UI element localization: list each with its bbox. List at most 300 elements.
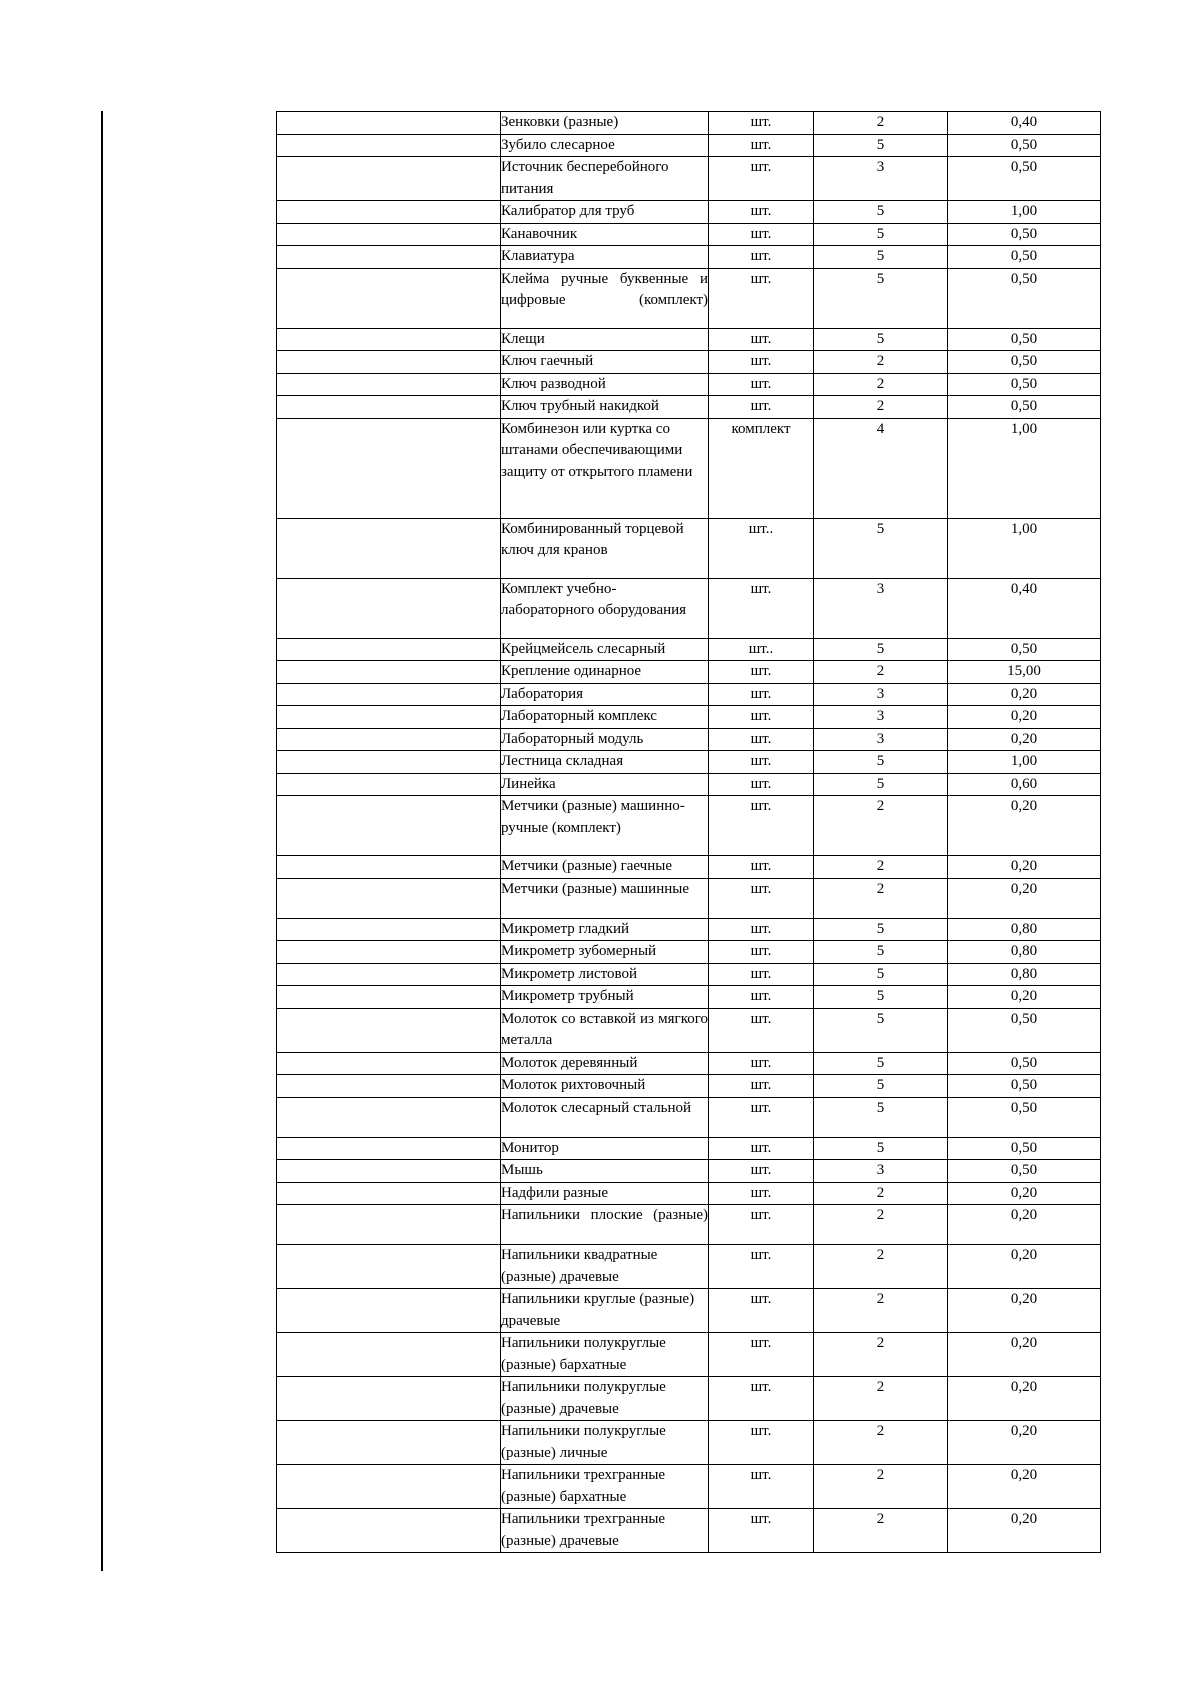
item-name: Комбинезон или куртка со штанами обеспечивающими защиту от открытого пламени bbox=[501, 420, 693, 480]
item-name: Зенковки (разные) bbox=[501, 114, 619, 130]
unit-cell: шт. bbox=[709, 1465, 814, 1509]
quantity-cell: 2 bbox=[814, 878, 948, 918]
unit-cell: шт. bbox=[709, 706, 814, 729]
value-cell: 0,20 bbox=[948, 856, 1101, 879]
value-cell: 0,20 bbox=[948, 683, 1101, 706]
item-name: Микрометр зубомерный bbox=[501, 943, 657, 959]
item-name: Зубило слесарное bbox=[501, 136, 615, 153]
quantity-cell: 5 bbox=[814, 1052, 948, 1075]
item-name-cell bbox=[501, 418, 709, 518]
empty-cell bbox=[277, 518, 501, 578]
unit-cell: шт. bbox=[709, 1289, 814, 1333]
unit-cell: шт. bbox=[709, 773, 814, 796]
unit-cell: шт. bbox=[709, 1377, 814, 1421]
value-cell: 1,00 bbox=[948, 751, 1101, 774]
item-name-cell bbox=[501, 1160, 709, 1183]
item-name: Клейма ручные буквенные и цифровые (комплект) bbox=[501, 270, 708, 308]
value-cell: 0,40 bbox=[948, 578, 1101, 638]
empty-cell bbox=[277, 396, 501, 419]
item-name: Метчики (разные) гаечные bbox=[501, 858, 672, 874]
unit-cell: шт. bbox=[709, 856, 814, 879]
quantity-cell: 5 bbox=[814, 1137, 948, 1160]
empty-cell bbox=[277, 373, 501, 396]
table-row bbox=[277, 1289, 1101, 1333]
table-row bbox=[277, 1245, 1101, 1289]
equipment-table bbox=[276, 111, 1101, 1553]
unit-cell: шт. bbox=[709, 1509, 814, 1553]
quantity-cell: 5 bbox=[814, 518, 948, 578]
item-name: Клещи bbox=[501, 330, 545, 347]
value-cell: 0,20 bbox=[948, 1465, 1101, 1509]
unit-cell: шт. bbox=[709, 728, 814, 751]
table-row bbox=[277, 157, 1101, 201]
item-name: Ключ гаечный bbox=[501, 353, 594, 369]
empty-cell bbox=[277, 1160, 501, 1183]
unit-cell: шт. bbox=[709, 328, 814, 351]
empty-cell bbox=[277, 328, 501, 351]
item-name: Лестница складная bbox=[501, 753, 624, 769]
item-name-cell bbox=[501, 157, 709, 201]
unit-cell: шт. bbox=[709, 246, 814, 269]
value-cell: 1,00 bbox=[948, 418, 1101, 518]
item-name: Источник бесперебойного питания bbox=[501, 159, 669, 197]
item-name: Канавочник bbox=[501, 225, 578, 242]
item-name-cell bbox=[501, 268, 709, 328]
empty-cell bbox=[277, 941, 501, 964]
empty-cell bbox=[277, 268, 501, 328]
table-row bbox=[277, 751, 1101, 774]
item-name: Комплект учебно-лабораторного оборудования bbox=[501, 580, 687, 618]
unit-cell: шт. bbox=[709, 918, 814, 941]
item-name-cell bbox=[501, 878, 709, 918]
empty-cell bbox=[277, 112, 501, 135]
item-name-cell bbox=[501, 751, 709, 774]
unit-cell: шт. bbox=[709, 1205, 814, 1245]
quantity-cell: 2 bbox=[814, 1205, 948, 1245]
quantity-cell: 5 bbox=[814, 1008, 948, 1052]
table-row bbox=[277, 1097, 1101, 1137]
value-cell: 0,60 bbox=[948, 773, 1101, 796]
empty-cell bbox=[277, 1097, 501, 1137]
unit-cell: шт. bbox=[709, 751, 814, 774]
quantity-cell: 5 bbox=[814, 223, 948, 246]
quantity-cell: 3 bbox=[814, 683, 948, 706]
value-cell: 0,50 bbox=[948, 328, 1101, 351]
quantity-cell: 3 bbox=[814, 728, 948, 751]
table-row bbox=[277, 268, 1101, 328]
table-row bbox=[277, 796, 1101, 856]
item-name-cell bbox=[501, 1075, 709, 1098]
unit-cell: шт. bbox=[709, 661, 814, 684]
item-name: Молоток деревянный bbox=[501, 1054, 638, 1071]
empty-cell bbox=[277, 1008, 501, 1052]
quantity-cell: 2 bbox=[814, 351, 948, 374]
table-row bbox=[277, 963, 1101, 986]
item-name-cell bbox=[501, 941, 709, 964]
empty-cell bbox=[277, 661, 501, 684]
table-row bbox=[277, 706, 1101, 729]
unit-cell: шт. bbox=[709, 1182, 814, 1205]
unit-cell: шт. bbox=[709, 1245, 814, 1289]
value-cell: 1,00 bbox=[948, 518, 1101, 578]
empty-cell bbox=[277, 918, 501, 941]
value-cell: 0,20 bbox=[948, 1333, 1101, 1377]
item-name: Метчики (разные) машинные bbox=[501, 880, 689, 897]
table-row bbox=[277, 578, 1101, 638]
value-cell: 0,20 bbox=[948, 1421, 1101, 1465]
item-name: Лабораторный модуль bbox=[501, 730, 644, 747]
quantity-cell: 2 bbox=[814, 661, 948, 684]
item-name: Микрометр трубный bbox=[501, 988, 634, 1004]
empty-cell bbox=[277, 134, 501, 157]
empty-cell bbox=[277, 878, 501, 918]
empty-cell bbox=[277, 201, 501, 224]
empty-cell bbox=[277, 683, 501, 706]
item-name-cell bbox=[501, 638, 709, 661]
item-name: Надфили разные bbox=[501, 1184, 608, 1201]
table-row bbox=[277, 986, 1101, 1009]
item-name-cell bbox=[501, 856, 709, 879]
item-name: Напильники трехгранные (разные) бархатные bbox=[501, 1467, 666, 1505]
value-cell: 0,50 bbox=[948, 1137, 1101, 1160]
item-name: Напильники плоские (разные) bbox=[501, 1207, 708, 1223]
item-name: Лаборатория bbox=[501, 685, 584, 702]
item-name: Напильники полукруглые (разные) личные bbox=[501, 1423, 666, 1461]
value-cell: 0,50 bbox=[948, 246, 1101, 269]
empty-cell bbox=[277, 1377, 501, 1421]
item-name-cell bbox=[501, 328, 709, 351]
value-cell: 15,00 bbox=[948, 661, 1101, 684]
value-cell: 0,80 bbox=[948, 918, 1101, 941]
unit-cell: шт. bbox=[709, 223, 814, 246]
item-name-cell bbox=[501, 1421, 709, 1465]
quantity-cell: 2 bbox=[814, 796, 948, 856]
item-name: Микрометр гладкий bbox=[501, 920, 630, 937]
table-row bbox=[277, 728, 1101, 751]
empty-cell bbox=[277, 246, 501, 269]
unit-cell: шт. bbox=[709, 683, 814, 706]
unit-cell: шт. bbox=[709, 201, 814, 224]
quantity-cell: 2 bbox=[814, 1289, 948, 1333]
value-cell: 1,00 bbox=[948, 201, 1101, 224]
item-name: Микрометр листовой bbox=[501, 965, 638, 982]
table-row bbox=[277, 396, 1101, 419]
table-row bbox=[277, 1377, 1101, 1421]
table-row bbox=[277, 1333, 1101, 1377]
table-row bbox=[277, 856, 1101, 879]
unit-cell: шт. bbox=[709, 986, 814, 1009]
empty-cell bbox=[277, 1205, 501, 1245]
value-cell: 0,20 bbox=[948, 986, 1101, 1009]
table-row bbox=[277, 373, 1101, 396]
table-row bbox=[277, 683, 1101, 706]
quantity-cell: 3 bbox=[814, 1160, 948, 1183]
quantity-cell: 5 bbox=[814, 134, 948, 157]
empty-cell bbox=[277, 1289, 501, 1333]
item-name: Напильники полукруглые (разные) драчевые bbox=[501, 1379, 666, 1417]
item-name-cell bbox=[501, 134, 709, 157]
item-name-cell bbox=[501, 1205, 709, 1245]
unit-cell: шт. bbox=[709, 941, 814, 964]
empty-cell bbox=[277, 751, 501, 774]
table-row bbox=[277, 223, 1101, 246]
item-name: Крейцмейсель слесарный bbox=[501, 640, 666, 657]
unit-cell: шт. bbox=[709, 112, 814, 135]
unit-cell: шт. bbox=[709, 1075, 814, 1098]
item-name-cell bbox=[501, 112, 709, 135]
empty-cell bbox=[277, 1182, 501, 1205]
value-cell: 0,20 bbox=[948, 1245, 1101, 1289]
quantity-cell: 4 bbox=[814, 418, 948, 518]
empty-cell bbox=[277, 1465, 501, 1509]
value-cell: 0,50 bbox=[948, 396, 1101, 419]
item-name: Мышь bbox=[501, 1162, 543, 1178]
item-name-cell bbox=[501, 1465, 709, 1509]
item-name: Ключ трубный накидкой bbox=[501, 398, 659, 414]
item-name-cell bbox=[501, 796, 709, 856]
quantity-cell: 5 bbox=[814, 638, 948, 661]
item-name-cell bbox=[501, 223, 709, 246]
quantity-cell: 5 bbox=[814, 328, 948, 351]
item-name-cell bbox=[501, 773, 709, 796]
table-row bbox=[277, 918, 1101, 941]
table-row bbox=[277, 518, 1101, 578]
table-row bbox=[277, 1509, 1101, 1553]
value-cell: 0,50 bbox=[948, 157, 1101, 201]
item-name-cell bbox=[501, 1289, 709, 1333]
unit-cell: комплект bbox=[709, 418, 814, 518]
item-name-cell bbox=[501, 1377, 709, 1421]
unit-cell: шт. bbox=[709, 1333, 814, 1377]
unit-cell: шт. bbox=[709, 578, 814, 638]
unit-cell: шт. bbox=[709, 1052, 814, 1075]
table-row bbox=[277, 1137, 1101, 1160]
quantity-cell: 5 bbox=[814, 246, 948, 269]
item-name-cell bbox=[501, 728, 709, 751]
empty-cell bbox=[277, 706, 501, 729]
quantity-cell: 3 bbox=[814, 578, 948, 638]
item-name-cell bbox=[501, 963, 709, 986]
empty-cell bbox=[277, 418, 501, 518]
item-name: Напильники квадратные (разные) драчевые bbox=[501, 1247, 658, 1285]
empty-cell bbox=[277, 1245, 501, 1289]
item-name-cell bbox=[501, 918, 709, 941]
item-name-cell bbox=[501, 578, 709, 638]
value-cell: 0,50 bbox=[948, 351, 1101, 374]
value-cell: 0,20 bbox=[948, 1509, 1101, 1553]
item-name: Линейка bbox=[501, 775, 556, 792]
item-name: Молоток рихтовочный bbox=[501, 1077, 646, 1093]
value-cell: 0,50 bbox=[948, 1008, 1101, 1052]
item-name-cell bbox=[501, 201, 709, 224]
item-name-cell bbox=[501, 1245, 709, 1289]
item-name-cell bbox=[501, 351, 709, 374]
item-name: Молоток со вставкой из мягкого металла bbox=[501, 1010, 708, 1048]
empty-cell bbox=[277, 1052, 501, 1075]
empty-cell bbox=[277, 728, 501, 751]
table-row bbox=[277, 1008, 1101, 1052]
value-cell: 0,20 bbox=[948, 728, 1101, 751]
item-name-cell bbox=[501, 1052, 709, 1075]
item-name: Клавиатура bbox=[501, 248, 575, 264]
value-cell: 0,50 bbox=[948, 223, 1101, 246]
left-margin-rule bbox=[101, 111, 103, 1571]
table-row bbox=[277, 1465, 1101, 1509]
empty-cell bbox=[277, 1137, 501, 1160]
empty-cell bbox=[277, 796, 501, 856]
quantity-cell: 3 bbox=[814, 157, 948, 201]
item-name: Напильники трехгранные (разные) драчевые bbox=[501, 1511, 666, 1549]
empty-cell bbox=[277, 1075, 501, 1098]
quantity-cell: 2 bbox=[814, 856, 948, 879]
empty-cell bbox=[277, 578, 501, 638]
table-row bbox=[277, 773, 1101, 796]
quantity-cell: 2 bbox=[814, 396, 948, 419]
unit-cell: шт. bbox=[709, 351, 814, 374]
item-name-cell bbox=[501, 396, 709, 419]
unit-cell: шт. bbox=[709, 1137, 814, 1160]
empty-cell bbox=[277, 986, 501, 1009]
quantity-cell: 5 bbox=[814, 268, 948, 328]
value-cell: 0,50 bbox=[948, 1052, 1101, 1075]
item-name: Крепление одинарное bbox=[501, 663, 642, 679]
item-name: Лабораторный комплекс bbox=[501, 708, 657, 724]
item-name-cell bbox=[501, 661, 709, 684]
item-name-cell bbox=[501, 518, 709, 578]
value-cell: 0,80 bbox=[948, 963, 1101, 986]
item-name: Комбинированный торцевой ключ для кранов bbox=[501, 520, 684, 558]
item-name-cell bbox=[501, 1137, 709, 1160]
unit-cell: шт. bbox=[709, 796, 814, 856]
item-name-cell bbox=[501, 1008, 709, 1052]
table-row bbox=[277, 1160, 1101, 1183]
item-name: Монитор bbox=[501, 1139, 559, 1156]
item-name: Ключ разводной bbox=[501, 375, 606, 392]
item-name-cell bbox=[501, 1333, 709, 1377]
value-cell: 0,20 bbox=[948, 1377, 1101, 1421]
table-row bbox=[277, 1182, 1101, 1205]
value-cell: 0,20 bbox=[948, 1289, 1101, 1333]
item-name-cell bbox=[501, 1509, 709, 1553]
empty-cell bbox=[277, 1509, 501, 1553]
table-row bbox=[277, 1421, 1101, 1465]
unit-cell: шт. bbox=[709, 1160, 814, 1183]
quantity-cell: 2 bbox=[814, 1333, 948, 1377]
table-row bbox=[277, 661, 1101, 684]
table-row bbox=[277, 201, 1101, 224]
value-cell: 0,50 bbox=[948, 373, 1101, 396]
quantity-cell: 5 bbox=[814, 918, 948, 941]
empty-cell bbox=[277, 638, 501, 661]
quantity-cell: 5 bbox=[814, 963, 948, 986]
table-row bbox=[277, 878, 1101, 918]
unit-cell: шт. bbox=[709, 134, 814, 157]
value-cell: 0,50 bbox=[948, 638, 1101, 661]
item-name-cell bbox=[501, 683, 709, 706]
empty-cell bbox=[277, 157, 501, 201]
unit-cell: шт.. bbox=[709, 518, 814, 578]
item-name-cell bbox=[501, 1182, 709, 1205]
table-row bbox=[277, 246, 1101, 269]
value-cell: 0,20 bbox=[948, 796, 1101, 856]
quantity-cell: 2 bbox=[814, 373, 948, 396]
table-row bbox=[277, 418, 1101, 518]
value-cell: 0,80 bbox=[948, 941, 1101, 964]
value-cell: 0,20 bbox=[948, 1205, 1101, 1245]
quantity-cell: 5 bbox=[814, 201, 948, 224]
value-cell: 0,50 bbox=[948, 1097, 1101, 1137]
quantity-cell: 3 bbox=[814, 706, 948, 729]
table-row bbox=[277, 351, 1101, 374]
value-cell: 0,50 bbox=[948, 134, 1101, 157]
item-name-cell bbox=[501, 373, 709, 396]
quantity-cell: 5 bbox=[814, 773, 948, 796]
empty-cell bbox=[277, 1333, 501, 1377]
item-name: Калибратор для труб bbox=[501, 203, 635, 219]
table-row bbox=[277, 112, 1101, 135]
item-name: Метчики (разные) машинно-ручные (комплект) bbox=[501, 798, 685, 836]
empty-cell bbox=[277, 773, 501, 796]
item-name: Напильники круглые (разные) драчевые bbox=[501, 1291, 695, 1329]
table-row bbox=[277, 941, 1101, 964]
quantity-cell: 2 bbox=[814, 112, 948, 135]
quantity-cell: 5 bbox=[814, 941, 948, 964]
item-name-cell bbox=[501, 986, 709, 1009]
value-cell: 0,20 bbox=[948, 1182, 1101, 1205]
equipment-table-body bbox=[277, 112, 1101, 1553]
item-name: Молоток слесарный стальной bbox=[501, 1099, 692, 1116]
value-cell: 0,50 bbox=[948, 268, 1101, 328]
table-row bbox=[277, 638, 1101, 661]
unit-cell: шт. bbox=[709, 963, 814, 986]
item-name: Напильники полукруглые (разные) бархатные bbox=[501, 1335, 666, 1373]
value-cell: 0,40 bbox=[948, 112, 1101, 135]
unit-cell: шт. bbox=[709, 157, 814, 201]
empty-cell bbox=[277, 223, 501, 246]
unit-cell: шт. bbox=[709, 1421, 814, 1465]
unit-cell: шт. bbox=[709, 878, 814, 918]
unit-cell: шт. bbox=[709, 1008, 814, 1052]
quantity-cell: 5 bbox=[814, 751, 948, 774]
value-cell: 0,20 bbox=[948, 706, 1101, 729]
table-row bbox=[277, 328, 1101, 351]
quantity-cell: 2 bbox=[814, 1421, 948, 1465]
item-name-cell bbox=[501, 246, 709, 269]
value-cell: 0,50 bbox=[948, 1075, 1101, 1098]
unit-cell: шт. bbox=[709, 268, 814, 328]
quantity-cell: 5 bbox=[814, 1097, 948, 1137]
empty-cell bbox=[277, 856, 501, 879]
unit-cell: шт. bbox=[709, 1097, 814, 1137]
unit-cell: шт. bbox=[709, 396, 814, 419]
quantity-cell: 2 bbox=[814, 1245, 948, 1289]
quantity-cell: 2 bbox=[814, 1465, 948, 1509]
quantity-cell: 2 bbox=[814, 1182, 948, 1205]
unit-cell: шт.. bbox=[709, 638, 814, 661]
quantity-cell: 5 bbox=[814, 1075, 948, 1098]
quantity-cell: 2 bbox=[814, 1377, 948, 1421]
empty-cell bbox=[277, 351, 501, 374]
table-row bbox=[277, 1075, 1101, 1098]
value-cell: 0,50 bbox=[948, 1160, 1101, 1183]
table-row bbox=[277, 134, 1101, 157]
empty-cell bbox=[277, 1421, 501, 1465]
unit-cell: шт. bbox=[709, 373, 814, 396]
table-row bbox=[277, 1205, 1101, 1245]
item-name-cell bbox=[501, 1097, 709, 1137]
table-row bbox=[277, 1052, 1101, 1075]
value-cell: 0,20 bbox=[948, 878, 1101, 918]
